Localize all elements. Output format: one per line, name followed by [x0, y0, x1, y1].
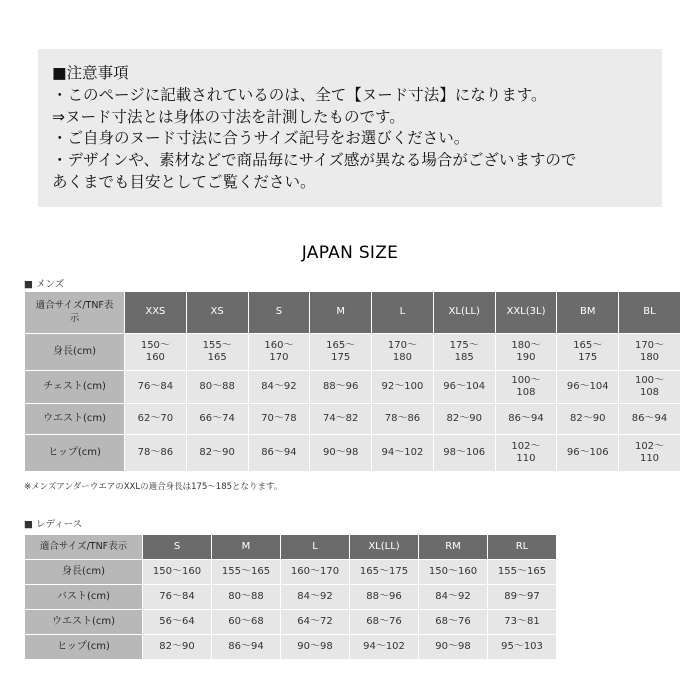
cell-text: 180 — [392, 352, 412, 363]
table-cell: 95～103 — [488, 635, 557, 660]
cell-text: 70～78 — [261, 412, 297, 424]
mens-footnote: ※メンズアンダーウエアのXXLの適合身長は175～185となります。 — [24, 482, 283, 492]
table-cell: 68～76 — [419, 610, 488, 635]
cell-text: 185 — [454, 352, 474, 363]
table-cell — [619, 435, 681, 472]
corner-text: 示 — [69, 312, 80, 324]
notice-line: ・デザインや、素材などで商品毎にサイズ感が異なる場合がございますので — [52, 151, 577, 170]
size-header: XXL(3L) — [495, 292, 557, 334]
page-title: JAPAN SIZE — [301, 243, 399, 263]
row-header: チェスト(cm) — [25, 371, 125, 404]
ladies-size-table — [24, 534, 557, 660]
table-cell: 56～64 — [143, 610, 212, 635]
cell-text: 175 — [578, 352, 598, 363]
cell-text: 88～96 — [322, 380, 359, 392]
row-header: 身長(cm) — [25, 334, 125, 371]
row-header: ヒップ(cm) — [25, 435, 125, 472]
notice-line: ・このページに記載されているのは、全て【ヌード寸法】になります。 — [52, 85, 547, 104]
size-header: RM — [419, 535, 488, 560]
table-cell — [310, 435, 372, 472]
notice-line: あくまでも目安としてご覧ください。 — [52, 172, 316, 191]
cell-text: 96～104 — [443, 380, 486, 392]
cell-text: 96～106 — [566, 446, 609, 458]
table-cell — [125, 371, 187, 404]
table-cell: 94～102 — [350, 635, 419, 660]
table-cell: 155～165 — [488, 560, 557, 585]
table-cell: 88～96 — [350, 585, 419, 610]
size-header: L — [281, 535, 350, 560]
row-header: 身長(cm) — [25, 560, 143, 585]
notice-lines — [52, 63, 576, 194]
cell-text: 110 — [516, 453, 536, 464]
cell-text: 108 — [639, 387, 660, 398]
table-cell — [619, 371, 681, 404]
table-cell — [495, 371, 557, 404]
table-cell: 80～88 — [212, 585, 281, 610]
ladies-section-label: ■ レディース — [24, 519, 83, 530]
table-row — [25, 585, 557, 610]
size-header: S — [248, 292, 310, 334]
table-row — [25, 404, 681, 435]
notice-line: ・ご自身のヌード寸法に合うサイズ記号をお選びください。 — [52, 129, 470, 148]
cell-text: 98～106 — [443, 446, 486, 458]
cell-text: 92～100 — [381, 380, 424, 392]
cell-text: 74～82 — [322, 412, 359, 424]
table-cell: 165～175 — [350, 560, 419, 585]
cell-text: 80～88 — [199, 380, 235, 392]
table-cell — [495, 435, 557, 472]
cell-text: 76～84 — [137, 380, 174, 392]
cell-text: 170 — [269, 352, 289, 363]
table-cell — [186, 435, 248, 472]
cell-text: 100～ — [634, 374, 665, 386]
notice-heading: ■注意事項 — [52, 64, 129, 82]
table-cell — [557, 371, 619, 404]
cell-text: 102～ — [634, 440, 665, 452]
row-header: ヒップ(cm) — [25, 635, 143, 660]
table-cell — [310, 334, 372, 371]
cell-text: 175 — [331, 352, 351, 363]
notice-box — [38, 49, 662, 207]
table-cell — [372, 371, 434, 404]
cell-text: 86～94 — [508, 412, 544, 424]
table-row — [25, 334, 681, 371]
table-cell — [619, 334, 681, 371]
table-cell: 64～72 — [281, 610, 350, 635]
size-header: XL(LL) — [350, 535, 419, 560]
cell-text: 160～ — [264, 339, 294, 351]
table-cell: 90～98 — [281, 635, 350, 660]
table-cell: 73～81 — [488, 610, 557, 635]
table-cell — [186, 404, 248, 435]
mens-size-table — [24, 291, 681, 472]
table-cell — [495, 334, 557, 371]
table-cell: 82～90 — [143, 635, 212, 660]
row-header: ウエスト(cm) — [25, 610, 143, 635]
table-cell: 150～160 — [419, 560, 488, 585]
table-cell — [248, 404, 310, 435]
table-cell — [186, 371, 248, 404]
size-header: S — [143, 535, 212, 560]
cell-text: 102～ — [511, 440, 541, 452]
size-header: XS — [186, 292, 248, 334]
table-row — [25, 635, 557, 660]
table-cell: 150～160 — [143, 560, 212, 585]
size-header: L — [372, 292, 434, 334]
cell-text: 155～ — [202, 339, 232, 351]
cell-text: 175～ — [449, 339, 479, 351]
table-cell — [433, 435, 495, 472]
table-cell: 68～76 — [350, 610, 419, 635]
cell-text: 150～ — [140, 339, 170, 351]
table-cell: 89～97 — [488, 585, 557, 610]
table-cell — [433, 404, 495, 435]
table-cell: 76～84 — [143, 585, 212, 610]
ladies-header-row — [25, 535, 557, 560]
table-cell — [248, 435, 310, 472]
cell-text: 84～92 — [261, 380, 297, 392]
mens-corner-cell — [25, 292, 125, 334]
cell-text: 165～ — [573, 339, 603, 351]
cell-text: 78～86 — [384, 412, 421, 424]
table-cell — [372, 435, 434, 472]
size-header: M — [212, 535, 281, 560]
table-cell — [125, 404, 187, 435]
cell-text: 82～90 — [570, 412, 606, 424]
cell-text: 160 — [145, 352, 165, 363]
table-cell — [125, 435, 187, 472]
size-header: BM — [557, 292, 619, 334]
table-cell: 90～98 — [419, 635, 488, 660]
cell-text: 108 — [516, 387, 536, 398]
mens-header-row — [25, 292, 681, 334]
cell-text: 170～ — [634, 339, 665, 351]
size-header: BL — [619, 292, 681, 334]
ladies-corner-cell: 適合サイズ/TNF表示 — [25, 535, 143, 560]
table-cell — [125, 334, 187, 371]
cell-text: 86～94 — [261, 446, 297, 458]
table-cell — [248, 334, 310, 371]
cell-text: 66～74 — [199, 412, 235, 424]
cell-text: 78～86 — [137, 446, 174, 458]
cell-text: 165 — [207, 352, 227, 363]
table-row — [25, 560, 557, 585]
table-cell — [433, 371, 495, 404]
cell-text: 170～ — [387, 339, 417, 351]
table-cell — [310, 404, 372, 435]
mens-section-label: ■ メンズ — [24, 279, 65, 290]
cell-text: 86～94 — [631, 412, 668, 424]
cell-text: 165～ — [326, 339, 356, 351]
cell-text: 180～ — [511, 339, 541, 351]
table-cell — [619, 404, 681, 435]
table-cell — [495, 404, 557, 435]
cell-text: 62～70 — [137, 412, 174, 424]
cell-text: 100～ — [511, 374, 541, 386]
cell-text: 180 — [639, 352, 660, 363]
table-cell: 84～92 — [281, 585, 350, 610]
size-header: XXS — [125, 292, 187, 334]
table-cell — [557, 404, 619, 435]
table-row — [25, 371, 681, 404]
cell-text: 96～104 — [566, 380, 609, 392]
cell-text: 82～90 — [446, 412, 482, 424]
table-cell: 160～170 — [281, 560, 350, 585]
table-cell — [248, 371, 310, 404]
table-cell: 84～92 — [419, 585, 488, 610]
table-cell — [433, 334, 495, 371]
notice-line: ⇒ヌード寸法とは身体の寸法を計測したものです。 — [52, 107, 405, 126]
table-cell: 60～68 — [212, 610, 281, 635]
table-cell — [557, 435, 619, 472]
size-header: M — [310, 292, 372, 334]
cell-text: 94～102 — [381, 446, 424, 458]
table-cell — [372, 334, 434, 371]
row-header: バスト(cm) — [25, 585, 143, 610]
table-row — [25, 435, 681, 472]
table-cell: 155～165 — [212, 560, 281, 585]
size-header: XL(LL) — [433, 292, 495, 334]
table-cell — [310, 371, 372, 404]
cell-text: 82～90 — [199, 446, 235, 458]
cell-text: 190 — [516, 352, 536, 363]
table-cell: 86～94 — [212, 635, 281, 660]
size-header: RL — [488, 535, 557, 560]
table-cell — [557, 334, 619, 371]
row-header: ウエスト(cm) — [25, 404, 125, 435]
table-cell — [186, 334, 248, 371]
corner-text: 適合サイズ/TNF表 — [35, 300, 114, 311]
table-row — [25, 610, 557, 635]
cell-text: 110 — [639, 453, 660, 464]
cell-text: 90～98 — [322, 446, 359, 458]
table-cell — [372, 404, 434, 435]
